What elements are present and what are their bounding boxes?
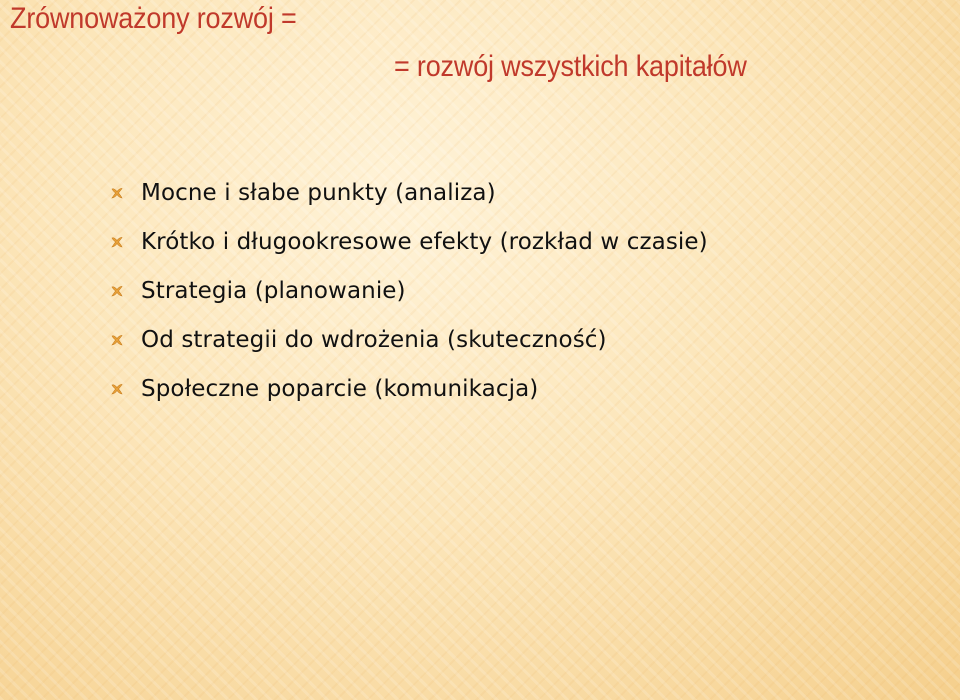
bullet-item bbox=[104, 364, 708, 413]
x-mark-icon bbox=[104, 229, 130, 255]
bullet-list bbox=[104, 168, 708, 413]
bullet-item bbox=[104, 315, 708, 364]
bullet-text: Od strategii do wdrożenia (skuteczność) bbox=[141, 326, 607, 353]
x-mark-icon bbox=[104, 180, 130, 206]
bullet-item bbox=[104, 168, 708, 217]
bullet-text: Mocne i słabe punkty (analiza) bbox=[141, 179, 496, 206]
x-mark-icon bbox=[104, 278, 130, 304]
bullet-item bbox=[104, 266, 708, 315]
slide-title bbox=[0, 0, 960, 100]
bullet-text: Strategia (planowanie) bbox=[141, 277, 406, 304]
title-line-1: Zrównoważony rozwój = bbox=[10, 2, 297, 35]
bullet-text: Społeczne poparcie (komunikacja) bbox=[141, 375, 539, 402]
bullet-text: Krótko i długookresowe efekty (rozkład w czasie) bbox=[141, 228, 708, 255]
x-mark-icon bbox=[104, 327, 130, 353]
bullet-item bbox=[104, 217, 708, 266]
x-mark-icon bbox=[104, 376, 130, 402]
title-line-2: = rozwój wszystkich kapitałów bbox=[394, 50, 747, 83]
